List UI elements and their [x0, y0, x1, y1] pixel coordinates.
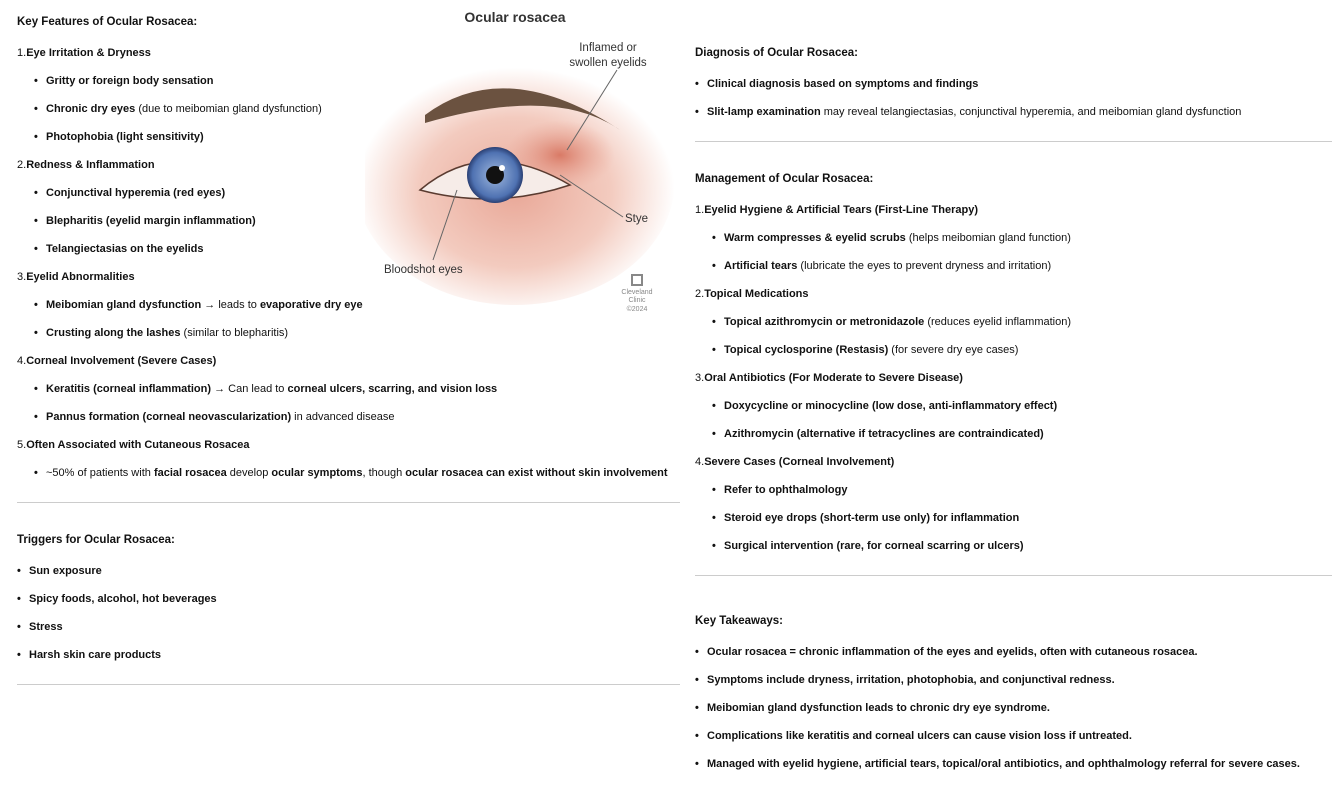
numbered-item — [695, 196, 1332, 224]
bullet-icon: • — [695, 702, 699, 714]
list-item — [695, 638, 1332, 666]
ocular-rosacea-illustration — [365, 5, 680, 317]
bullet-icon: • — [712, 484, 716, 496]
text-segment: Corneal Involvement (Severe Cases) — [26, 355, 217, 367]
text-segment: Keratitis (corneal inflammation) — [46, 383, 212, 395]
list-item — [17, 403, 680, 431]
text-segment: Symptoms include dryness, irritation, photophobia, and conjunctival redness. — [707, 674, 1115, 686]
list-item — [17, 375, 680, 403]
text-segment: (helps meibomian gland function) — [905, 232, 1071, 244]
text-segment: Often Associated with Cutaneous Rosacea — [26, 439, 250, 451]
divider — [695, 141, 1332, 142]
label-bloodshot: Bloodshot eyes — [384, 264, 463, 276]
text-segment: (lubricate the eyes to prevent dryness and irritation) — [797, 260, 1052, 272]
bullet-icon: • — [34, 215, 38, 227]
section — [695, 39, 1332, 142]
bullet-icon: • — [695, 106, 699, 118]
text-segment: ocular rosacea can exist without skin involvement — [405, 467, 668, 479]
section — [695, 165, 1332, 576]
label-swollen: swollen eyelids — [569, 57, 647, 69]
list-item — [17, 641, 680, 669]
list-item — [695, 392, 1332, 420]
text-segment: facial rosacea — [153, 467, 227, 479]
bullet-icon: • — [712, 512, 716, 524]
figure-title: Ocular rosacea — [464, 9, 566, 25]
list-item — [695, 476, 1332, 504]
item-number: 4. — [695, 456, 705, 468]
text-segment: → leads to — [201, 299, 260, 311]
list-item — [695, 504, 1332, 532]
text-segment: Warm compresses & eyelid scrubs — [724, 232, 906, 244]
list-item — [695, 666, 1332, 694]
text-segment: Eye Irritation & Dryness — [26, 47, 151, 59]
text-segment: in advanced disease — [291, 411, 395, 423]
text-segment: (reduces eyelid inflammation) — [924, 316, 1072, 328]
bullet-icon: • — [34, 103, 38, 115]
text-segment: Refer to ophthalmology — [724, 484, 848, 496]
text-segment: Eyelid Hygiene & Artificial Tears (First-Line Therapy) — [704, 204, 979, 216]
cleveland-clinic-logo-icon — [632, 275, 642, 285]
bullet-icon: • — [695, 758, 699, 770]
bullet-icon: • — [34, 411, 38, 423]
numbered-item — [695, 364, 1332, 392]
text-segment: Steroid eye drops (short-term use only) for inflammation — [724, 512, 1020, 524]
section-heading: Triggers for Ocular Rosacea: — [17, 534, 175, 546]
eye-highlight — [499, 165, 505, 171]
section-heading: Key Features of Ocular Rosacea: — [17, 16, 198, 28]
text-segment: Managed with eyelid hygiene, artificial tears, topical/oral antibiotics, and ophthalmology referral for severe cases. — [707, 758, 1300, 770]
text-segment: → Can lead to — [211, 383, 288, 395]
numbered-item — [17, 431, 680, 459]
text-segment: Topical azithromycin or metronidazole — [724, 316, 925, 328]
bullet-icon: • — [712, 428, 716, 440]
text-segment: corneal ulcers, scarring, and vision loss — [287, 383, 498, 395]
item-number: 2. — [17, 159, 27, 171]
list-item — [695, 694, 1332, 722]
bullet-icon: • — [712, 540, 716, 552]
item-number: 4. — [17, 355, 27, 367]
text-segment: , though — [362, 467, 406, 479]
section-heading: Diagnosis of Ocular Rosacea: — [695, 47, 858, 59]
text-segment: Redness & Inflammation — [26, 159, 155, 171]
text-segment: Blepharitis (eyelid margin inflammation) — [46, 215, 256, 227]
bullet-icon: • — [34, 131, 38, 143]
logo-text: Cleveland — [621, 289, 653, 296]
divider — [17, 684, 680, 685]
bullet-icon: • — [712, 344, 716, 356]
label-inflamed: Inflamed or — [579, 42, 637, 54]
bullet-icon: • — [695, 730, 699, 742]
item-number: 5. — [17, 439, 27, 451]
text-segment: Slit-lamp examination — [707, 106, 821, 118]
list-item — [17, 319, 680, 347]
list-item — [695, 98, 1332, 126]
bullet-icon: • — [34, 327, 38, 339]
list-item — [695, 252, 1332, 280]
copyright-text: ©2024 — [626, 306, 648, 313]
text-segment: develop — [226, 467, 272, 479]
text-segment: Surgical intervention (rare, for corneal scarring or ulcers) — [724, 540, 1024, 552]
text-segment: Oral Antibiotics (For Moderate to Severe Disease) — [704, 372, 963, 384]
text-segment: Conjunctival hyperemia (red eyes) — [46, 187, 226, 199]
list-item — [695, 336, 1332, 364]
list-item — [17, 459, 680, 487]
bullet-icon: • — [17, 565, 21, 577]
text-segment: Clinical diagnosis based on symptoms and findings — [707, 78, 979, 90]
section — [17, 526, 680, 685]
logo-text: Clinic — [628, 297, 646, 304]
bullet-icon: • — [17, 649, 21, 661]
text-segment: (similar to blepharitis) — [180, 327, 289, 339]
section-heading: Management of Ocular Rosacea: — [695, 173, 874, 185]
list-item — [17, 585, 680, 613]
text-segment: may reveal telangiectasias, conjunctival hyperemia, and meibomian gland dysfunction — [820, 106, 1242, 118]
item-number: 3. — [17, 271, 27, 283]
bullet-icon: • — [34, 187, 38, 199]
bullet-icon: • — [34, 383, 38, 395]
bullet-icon: • — [712, 232, 716, 244]
text-segment: Photophobia (light sensitivity) — [46, 131, 204, 143]
item-number: 2. — [695, 288, 705, 300]
text-segment: Harsh skin care products — [29, 649, 162, 661]
text-segment: Spicy foods, alcohol, hot beverages — [29, 593, 217, 605]
bullet-icon: • — [17, 593, 21, 605]
text-segment: Doxycycline or minocycline (low dose, anti-inflammatory effect) — [724, 400, 1058, 412]
numbered-item — [17, 347, 680, 375]
text-segment: Complications like keratitis and corneal ulcers can cause vision loss if untreated. — [707, 730, 1132, 742]
bullet-icon: • — [34, 243, 38, 255]
list-item — [695, 722, 1332, 750]
text-segment: Topical Medications — [704, 288, 809, 300]
text-segment: Pannus formation (corneal neovascularization) — [46, 411, 292, 423]
text-segment: ~50% of patients with — [46, 467, 154, 479]
text-segment: Topical cyclosporine (Restasis) — [724, 344, 889, 356]
label-stye: Stye — [625, 213, 649, 225]
list-item — [695, 420, 1332, 448]
text-segment: Eyelid Abnormalities — [26, 271, 135, 283]
text-segment: evaporative dry eye — [259, 299, 363, 311]
bullet-icon: • — [34, 75, 38, 87]
text-segment: Stress — [29, 621, 63, 633]
divider — [17, 502, 680, 503]
item-number: 1. — [17, 47, 27, 59]
bullet-icon: • — [695, 646, 699, 658]
item-number: 3. — [695, 372, 705, 384]
list-item — [17, 557, 680, 585]
text-segment: Crusting along the lashes — [46, 327, 181, 339]
list-item — [695, 532, 1332, 560]
list-item — [695, 308, 1332, 336]
bullet-icon: • — [34, 299, 38, 311]
section — [695, 607, 1332, 778]
text-segment: Sun exposure — [29, 565, 102, 577]
list-item — [695, 224, 1332, 252]
list-item — [695, 750, 1332, 778]
bullet-icon: • — [712, 260, 716, 272]
section-heading: Key Takeaways: — [695, 615, 784, 627]
list-item — [695, 70, 1332, 98]
text-segment: Artificial tears — [724, 260, 798, 272]
numbered-item — [695, 448, 1332, 476]
bullet-icon: • — [34, 467, 38, 479]
text-segment: ocular symptoms — [271, 467, 363, 479]
text-segment: Meibomian gland dysfunction leads to chronic dry eye syndrome. — [707, 702, 1050, 714]
bullet-icon: • — [17, 621, 21, 633]
text-segment: Telangiectasias on the eyelids — [46, 243, 204, 255]
text-segment: Ocular rosacea = chronic inflammation of the eyes and eyelids, often with cutaneous rosacea. — [707, 646, 1198, 658]
text-segment: Severe Cases (Corneal Involvement) — [704, 456, 895, 468]
bullet-icon: • — [712, 316, 716, 328]
text-segment: (due to meibomian gland dysfunction) — [135, 103, 322, 115]
list-item — [17, 613, 680, 641]
text-segment: Gritty or foreign body sensation — [46, 75, 214, 87]
text-segment: Meibomian gland dysfunction — [46, 299, 202, 311]
divider — [695, 575, 1332, 576]
text-segment: Azithromycin (alternative if tetracyclines are contraindicated) — [724, 428, 1044, 440]
bullet-icon: • — [695, 78, 699, 90]
bullet-icon: • — [712, 400, 716, 412]
item-number: 1. — [695, 204, 705, 216]
text-segment: Chronic dry eyes — [46, 103, 136, 115]
bullet-icon: • — [695, 674, 699, 686]
numbered-item — [695, 280, 1332, 308]
text-segment: (for severe dry eye cases) — [888, 344, 1019, 356]
